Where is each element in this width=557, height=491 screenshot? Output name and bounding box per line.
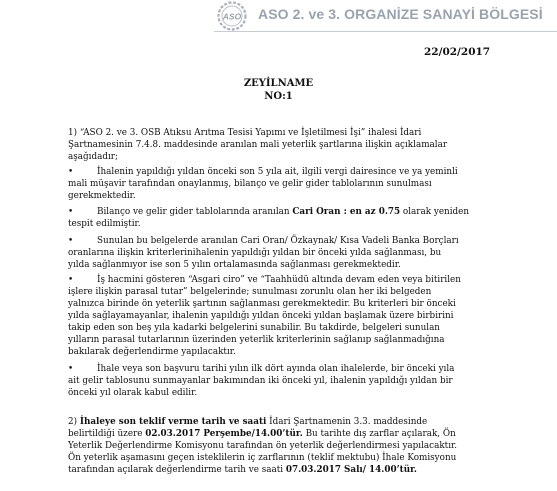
bullet-1-line-2: mali müşavir tarafından onaylanmış, bilanço ve gelir gider tablolarının sunulması — [68, 179, 432, 189]
document-title: ZEYİLNAME — [243, 78, 314, 89]
bullet-icon: • — [68, 275, 74, 285]
bullet-4-line-7: bakılarak değerlendirme yapılacaktır. — [68, 347, 236, 357]
paragraph-2-line-1: 2) İhaleye son teklif verme tarih ve saati İdari Şartnamenin 3.3. maddesinde — [68, 417, 428, 427]
bid-deadline-date: 02.03.2017 Perşembe/14.00’tür. — [145, 429, 303, 439]
current-ratio-value: Cari Oran : en az 0.75 — [292, 207, 401, 217]
paragraph-2-line-4: Ön yeterlik aşamasını geçen isteklilerin iç zarflarının (teklif mektubu) İhale Komisyonu — [68, 453, 457, 463]
bullet-2-line-2: tespit edilmiştir. — [68, 219, 141, 229]
evaluation-date: 07.03.2017 Salı/ 14.00’tür. — [285, 465, 417, 475]
paragraph-1-line-2: Şartnamesinin 7.4.8. maddesinde aranılan mali yeterlik şartlarına ilişkin açıklamalar — [68, 140, 448, 150]
bullet-icon: • — [68, 364, 74, 374]
bullet-3-line-1: Sunulan bu belgelerde aranılan Cari Oran/ Özkaynak/ Kısa Vadeli Banka Borçları — [97, 236, 459, 246]
bullet-4-line-4: yılda sağlayamayanlar, ihalenin yapıldığı yıldan önceki yıldan başlamak üzere birbirini — [68, 311, 454, 321]
organization-name: ASO 2. ve 3. ORGANİZE SANAYİ BÖLGESİ — [258, 6, 543, 22]
bullet-3-line-2: oranlarına ilişkin kriterlerinihalenin yapıldığı yıldan bir önceki yılda sağlanması, bu — [68, 248, 442, 258]
bullet-3-line-3: yılda sağlanmıyor ise son 5 yılın ortalamasında sağlanması gerekmektedir. — [68, 260, 401, 270]
bullet-5-line-2: ait gelir tablosunu sunmayanlar bakımından iki önceki yıl, ihalenin yapıldığı yıldan bir — [68, 376, 453, 386]
document-date: 22/02/2017 — [424, 46, 491, 58]
bullet-icon: • — [68, 167, 74, 177]
svg-text:ASO: ASO — [222, 11, 242, 22]
bullet-2-line-1: Bilanço ve gelir gider tablolarında aranılan Cari Oran : en az 0.75 olarak yeniden — [97, 207, 470, 217]
paragraph-2-line-3: Yeterlik Değerlendirme Komisyonu tarafından ön yeterlik değerlendirmesi yapılacaktır. — [68, 441, 458, 451]
bullet-icon: • — [68, 207, 74, 217]
aso-logo-icon — [217, 1, 247, 31]
bullet-icon: • — [68, 236, 74, 246]
bullet-1-line-3: gerekmektedir. — [68, 191, 136, 201]
bullet-4-line-1: İş hacmini gösteren “Asgari ciro” ve “Taahhüdü altında devam eden veya bitirilen — [97, 275, 461, 285]
bid-deadline-heading: İhaleye son teklif verme tarih ve saati — [79, 417, 267, 427]
paragraph-1-line-1: 1) “ASO 2. ve 3. OSB Atıksu Arıtma Tesisi Yapımı ve İşletilmesi İşi” ihalesi İdari — [68, 128, 422, 138]
bullet-5-line-1: İhale veya son başvuru tarihi yılın ilk dört ayında olan ihalelerde, bir önceki yıla — [97, 364, 455, 374]
paragraph-2-line-2: belirtildiği üzere 02.03.2017 Perşembe/14.00’tür. Bu tarihte dış zarflar açılarak, Ön — [68, 429, 456, 439]
paragraph-1-line-3: aşağıdadır; — [68, 152, 118, 162]
bullet-4-line-6: yılların parasal tutarlarının üzerinden yeterlik kriterlerinin sağlanıp sağlanmadığına — [68, 335, 445, 345]
bullet-5-line-3: önceki yıl olarak kabul edilir. — [68, 388, 198, 398]
header-divider — [214, 31, 557, 32]
document-number: NO:1 — [264, 91, 293, 102]
bullet-4-line-3: yalnızca birinde ön yeterlik şartının sağlanması gerekmektedir. Bu kriterleri bir önceki — [68, 299, 456, 309]
bullet-4-line-5: takip eden son beş yıla kadarki belgelerini sunabilir. Bu takdirde, belgeleri sunulan — [68, 323, 440, 333]
bullet-1-line-1: İhalenin yapıldığı yıldan önceki son 5 yıla ait, ilgili vergi dairesince ve ya yeminli — [97, 167, 458, 177]
bullet-4-line-2: işlere ilişkin parasal tutar” belgelerinde; sunulması zorunlu olan her iki belgeden — [68, 287, 432, 297]
paragraph-2-line-5: tarafından açılarak değerlendirme tarih ve saati 07.03.2017 Salı/ 14.00’tür. — [68, 465, 417, 475]
